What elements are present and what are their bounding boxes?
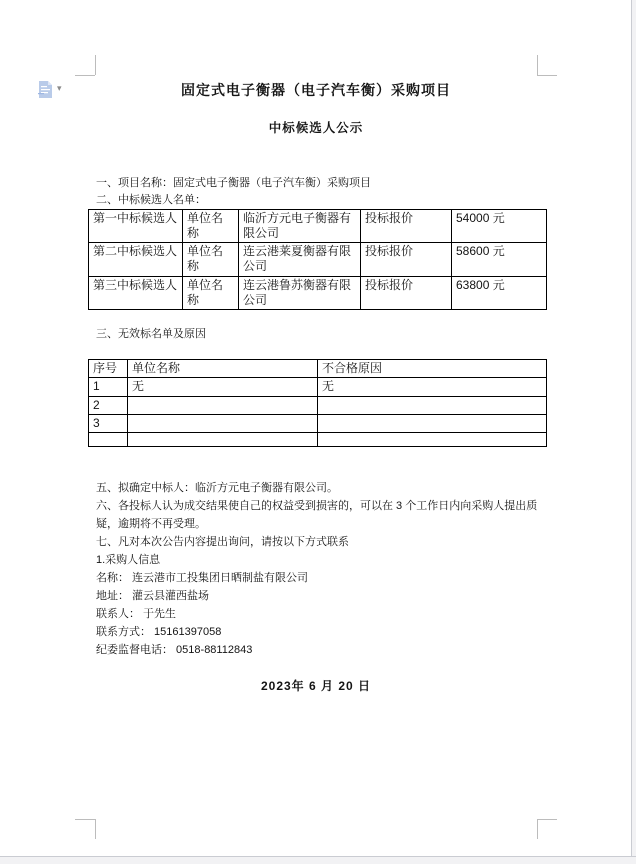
invalid-bids-table (88, 359, 547, 447)
page-edge-bottom (0, 856, 636, 864)
bid-price-label: 投标报价 (361, 243, 452, 277)
bid-price-label: 投标报价 (361, 277, 452, 310)
page-title: 固定式电子衡器（电子汽车衡）采购项目 (181, 82, 451, 98)
col-header-index: 序号 (89, 360, 128, 378)
purchaser-contact-person: 联系人： 于先生 (96, 608, 177, 620)
table-row (89, 243, 547, 277)
paragraph-objection: 六、各投标人认为成交结果使自己的权益受到损害的，可以在 3 个工作日内向采购人提出质疑，逾期将不再受理。 (96, 500, 538, 530)
margin-mark-top-left-v (95, 55, 96, 75)
table-row (89, 378, 547, 397)
bid-price-label: 投标报价 (361, 210, 452, 243)
table-row (89, 415, 547, 433)
margin-mark-bottom-left-v (95, 819, 96, 839)
margin-mark-bottom-left-h (75, 819, 95, 820)
bid-price-value: 54000 元 (452, 210, 547, 243)
invalid-unit-name (128, 433, 318, 447)
candidate-rank: 第三中标候选人 (89, 277, 183, 310)
purchaser-heading: 1.采购人信息 (96, 554, 161, 566)
unit-name-label: 单位名称 (183, 277, 239, 310)
purchaser-name: 名称： 连云港市工投集团日晒制盐有限公司 (96, 572, 309, 584)
row-index: 3 (89, 415, 128, 433)
invalid-unit-name (128, 397, 318, 415)
table-row (89, 433, 547, 447)
margin-mark-bottom-right-h (537, 819, 557, 820)
section-invalid-heading: 三、无效标名单及原因 (96, 328, 206, 340)
section-project-name: 一、项目名称：固定式电子衡器（电子汽车衡）采购项目 (96, 177, 371, 189)
candidate-rank: 第二中标候选人 (89, 243, 183, 277)
paragraph-contact: 七、凡对本次公告内容提出询问，请按以下方式联系 (96, 536, 349, 548)
unit-name-label: 单位名称 (183, 210, 239, 243)
candidates-table (88, 209, 547, 310)
table-header-row (89, 360, 547, 378)
row-index (89, 433, 128, 447)
row-index: 2 (89, 397, 128, 415)
table-row (89, 210, 547, 243)
margin-mark-top-right-h (537, 75, 557, 76)
invalid-unit-name (128, 415, 318, 433)
margin-mark-bottom-right-v (537, 819, 538, 839)
section-candidates-heading: 二、中标候选人名单： (96, 194, 206, 206)
col-header-unit-name: 单位名称 (128, 360, 318, 378)
invalid-reason (318, 415, 547, 433)
lower-text-block (96, 479, 548, 659)
table-row (89, 277, 547, 310)
col-header-reason: 不合格原因 (318, 360, 547, 378)
row-index: 1 (89, 378, 128, 397)
invalid-unit-name: 无 (128, 378, 318, 397)
invalid-reason (318, 397, 547, 415)
invalid-reason (318, 433, 547, 447)
dropdown-arrow-icon[interactable]: ▾ (57, 83, 62, 93)
table-row (89, 397, 547, 415)
purchaser-address: 地址： 灌云县灌西盐场 (96, 590, 210, 602)
candidate-company: 连云港莱夏衡器有限公司 (239, 243, 361, 277)
page-subtitle: 中标候选人公示 (268, 121, 364, 135)
candidate-company: 连云港鲁苏衡器有限公司 (239, 277, 361, 310)
margin-mark-top-left-h (75, 75, 95, 76)
bid-price-value: 58600 元 (452, 243, 547, 277)
margin-mark-top-right-v (537, 55, 538, 75)
bid-price-value: 63800 元 (452, 277, 547, 310)
unit-name-label: 单位名称 (183, 243, 239, 277)
document-date: 2023年 6 月 20 日 (260, 679, 372, 693)
invalid-reason: 无 (318, 378, 547, 397)
paragraph-award: 五、拟确定中标人：临沂方元电子衡器有限公司。 (96, 482, 338, 494)
candidate-company: 临沂方元电子衡器有限公司 (239, 210, 361, 243)
purchaser-supervision-phone: 纪委监督电话： 0518-88112843 (96, 644, 253, 656)
candidate-rank: 第一中标候选人 (89, 210, 183, 243)
purchaser-phone: 联系方式： 15161397058 (96, 626, 222, 638)
